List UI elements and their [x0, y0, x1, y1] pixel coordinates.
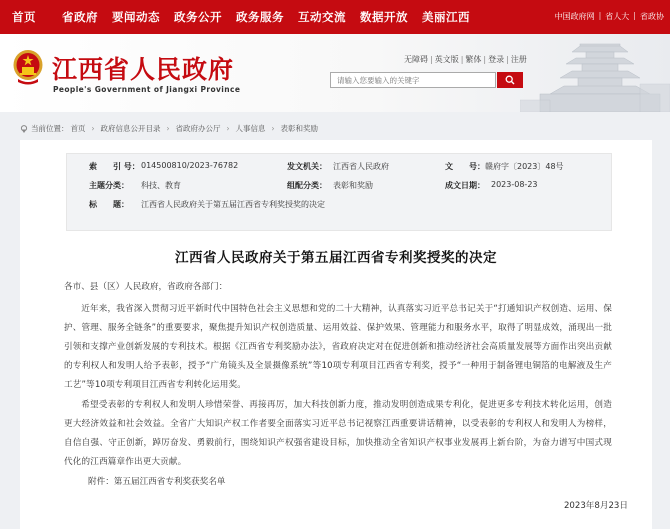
- link-register[interactable]: 注册: [510, 55, 527, 64]
- meta-docno-value: 赣府字〔2023〕48号: [485, 162, 564, 171]
- site-header: [0, 34, 670, 112]
- chevron-right-icon: ›: [166, 124, 170, 133]
- meta-row: [67, 161, 611, 179]
- link-provincial-cppcc[interactable]: 省政协: [640, 12, 664, 21]
- nav-items: [12, 9, 484, 25]
- document-title: 江西省人民政府关于第五届江西省专利奖授奖的决定: [175, 250, 497, 266]
- breadcrumb-general-office[interactable]: 省政府办公厅: [175, 124, 221, 133]
- search-input[interactable]: [330, 72, 496, 88]
- nav-item-home[interactable]: 首页: [12, 10, 36, 24]
- link-traditional[interactable]: 繁体: [465, 55, 482, 64]
- link-accessibility[interactable]: 无障碍: [404, 55, 428, 64]
- meta-index-label: 索 引 号：: [89, 162, 140, 171]
- attachment-link[interactable]: 附件：第五届江西省专利奖获奖名单: [88, 477, 226, 487]
- top-navigation-bar: [0, 0, 670, 34]
- chevron-right-icon: ›: [226, 124, 230, 133]
- meta-issuer-value: 江西省人民政府: [333, 162, 389, 171]
- meta-category-value: 表彰和奖励: [333, 181, 373, 190]
- nav-item-government-services[interactable]: 政务服务: [236, 10, 284, 24]
- nav-item-news[interactable]: 要闻动态: [112, 10, 160, 24]
- meta-category-label: 组配分类：: [287, 181, 327, 190]
- nav-item-provincial-government[interactable]: 省政府: [62, 10, 98, 24]
- external-links: 中国政府网 | 省人大 | 省政协: [554, 11, 664, 21]
- site-title[interactable]: 江西省人民政府: [52, 55, 235, 84]
- breadcrumb-personnel-info[interactable]: 人事信息: [235, 124, 266, 133]
- tengwang-pavilion-illustration: [520, 34, 670, 112]
- link-login[interactable]: 登录: [488, 55, 505, 64]
- link-english[interactable]: 英文版: [434, 55, 459, 64]
- site-subtitle: People's Government of Jiangxi Province: [53, 85, 241, 94]
- document-paragraph: 希望受表彰的专利权人和发明人珍惜荣誉、再接再厉，加大科技创新力度，推动发明创造成果专利化，促进更多专利技术转化运用，创造更大经济效益和社会效益。全省广大知识产权工作者要全面落实习近平总书记视察江西重要讲话精神，以受表彰的专利权人和发明人为榜样，自信自强、守正创新，踔厉奋发、勇毅前行，围绕知识产权强省建设目标，加快推动全省知识产权事业发展再上新台阶，为奋力谱写中国式现代化的江西篇章作出更大贡献。: [64, 400, 612, 467]
- header-links: 无障碍 | 英文版 | 繁体 | 登录 | 注册: [404, 55, 527, 64]
- link-china-gov[interactable]: 中国政府网: [554, 12, 595, 21]
- search-icon: [505, 75, 515, 85]
- nav-item-beautiful-jiangxi[interactable]: 美丽江西: [422, 10, 470, 24]
- meta-date-value: 2023-08-23: [491, 180, 538, 189]
- link-provincial-congress[interactable]: 省人大: [605, 12, 630, 21]
- chevron-right-icon: ›: [271, 124, 275, 133]
- nav-item-government-affairs[interactable]: 政务公开: [174, 10, 222, 24]
- document-date: 2023年8月23日: [563, 501, 628, 511]
- document-paragraph: 近年来，我省深入贯彻习近平新时代中国特色社会主义思想和党的二十大精神，认真落实习近平总书记关于“打通知识产权创造、运用、保护、管理、服务全链条”的重要要求，聚焦提升知识产权创造质量、运用效益、保护效果、管理能力和服务水平，取得了明显成效，涌现出一批引领和支撑产业创新发展的专利技术。根据《江西省专利奖励办法》，省政府决定对在促进创新和推动经济社会高质量发展等方面作出突出贡献的专利权人和发明人给予表彰，授予“广角镜头及全景摄像系统”等10项专利项目江西省专利奖，授予“一种用于制备锂电铜箔的电解液及生产工艺”等10项专利项目江西省专利转化运用奖。: [64, 304, 612, 390]
- meta-index-value: 014500810/2023-76782: [141, 161, 239, 170]
- national-emblem-icon: [12, 48, 44, 86]
- meta-subject-value: 江西省人民政府关于第五届江西省专利奖授奖的决定: [141, 200, 325, 209]
- location-pin-icon: [20, 125, 28, 133]
- meta-topic-label: 主题分类：: [89, 181, 129, 190]
- meta-row: [67, 199, 611, 217]
- nav-item-open-data[interactable]: 数据开放: [360, 10, 408, 24]
- meta-row: [67, 180, 611, 198]
- nav-item-interaction[interactable]: 互动交流: [298, 10, 346, 24]
- breadcrumb-home[interactable]: 首页: [70, 124, 86, 133]
- breadcrumb-awards[interactable]: 表彰和奖励: [280, 124, 318, 133]
- document-metadata: [66, 153, 612, 231]
- chevron-right-icon: ›: [91, 124, 95, 133]
- breadcrumb-label: 当前位置：: [31, 124, 69, 133]
- meta-docno-label: 文 号：: [445, 162, 485, 171]
- meta-date-label: 成文日期：: [445, 181, 485, 190]
- breadcrumb-info-catalog[interactable]: 政府信息公开目录: [100, 124, 161, 133]
- meta-topic-value: 科技、教育: [141, 181, 181, 190]
- meta-subject-label: 标 题：: [89, 200, 129, 209]
- breadcrumb: [20, 123, 320, 134]
- document-salutation: 各市、县（区）人民政府，省政府各部门：: [64, 282, 228, 292]
- meta-issuer-label: 发文机关：: [287, 162, 327, 171]
- article-content: [20, 140, 652, 529]
